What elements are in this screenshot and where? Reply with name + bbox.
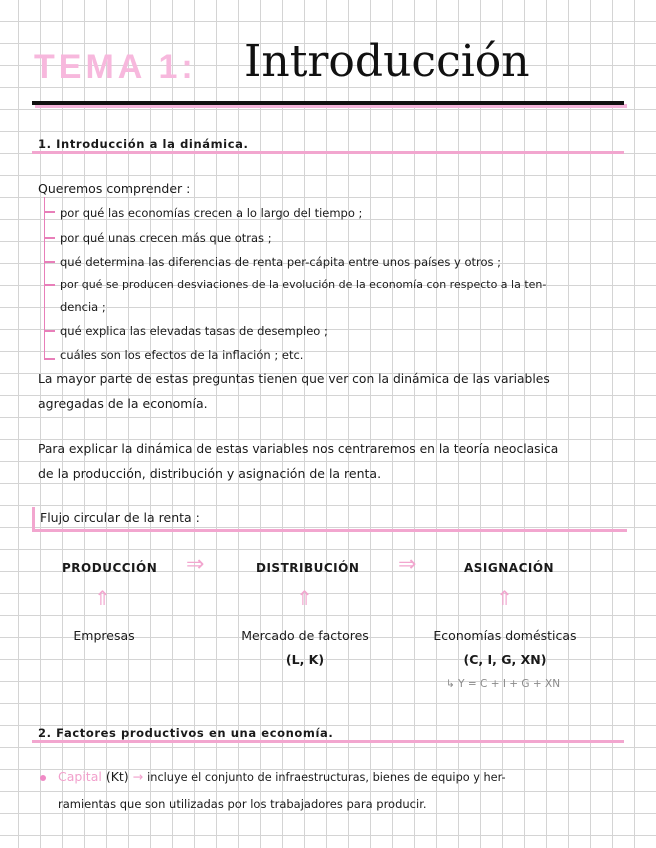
section-2-rule — [32, 740, 624, 743]
flow-title: Flujo circular de la renta : — [40, 510, 200, 525]
flow-sub-economias: Economías domésticas — [433, 628, 577, 643]
paragraph-2-line-1: Para explicar la dinámica de estas variables nos centraremos en la teoría neoclasica — [38, 442, 559, 456]
bullet-text-1: incluye el conjunto de infraestructuras, bienes de equipo y her- — [147, 771, 506, 784]
list-bracket — [44, 197, 55, 360]
arrow-up-icon: ⇑ — [296, 586, 313, 610]
list-item: dencia ; — [60, 300, 106, 314]
arrow-up-icon: ⇑ — [94, 586, 111, 610]
section-1-rule — [32, 151, 624, 154]
title-underline — [32, 101, 624, 105]
bullet-dot-icon — [40, 775, 46, 781]
bullet-symbol: (Kt) — [105, 769, 129, 784]
intro-text: Queremos comprender : — [38, 181, 191, 196]
flow-sub-mercado-vars: (L, K) — [285, 652, 325, 667]
arrow-right-icon: ⇒ — [398, 552, 417, 577]
flow-node-distribucion: DISTRIBUCIÓN — [256, 561, 360, 575]
flow-sub-economias-vars: (C, I, G, XN) — [463, 652, 547, 667]
bullet-line-1 — [58, 769, 506, 784]
flow-node-produccion: PRODUCCIÓN — [62, 561, 158, 575]
page-title: Introducción — [244, 36, 530, 87]
bullet-term: Capital — [58, 769, 102, 784]
arrow-right-icon: ⇒ — [186, 552, 205, 577]
list-item: qué determina las diferencias de renta per-cápita entre unos países y otros ; — [60, 255, 502, 269]
flow-sub-mercado: Mercado de factores — [241, 628, 369, 643]
list-item: por qué unas crecen más que otras ; — [60, 231, 272, 245]
paragraph-2-line-2: de la producción, distribución y asignación de la renta. — [38, 466, 382, 481]
formula: ↳ Y = C + I + G + XN — [446, 678, 561, 690]
list-item: qué explica las elevadas tasas de desempleo ; — [60, 324, 328, 338]
list-item: cuáles son los efectos de la inflación ; etc. — [60, 348, 304, 362]
arrow-right-icon: → — [132, 769, 144, 784]
tema-label: TEMA 1: — [34, 48, 197, 86]
flow-node-asignacion: ASIGNACIÓN — [464, 561, 555, 575]
paragraph-1-line-2: agregadas de la economía. — [38, 396, 208, 411]
arrow-up-icon: ⇑ — [496, 586, 513, 610]
list-item: por qué las economías crecen a lo largo del tiempo ; — [60, 206, 363, 220]
section-2-title: 2. Factores productivos en una economía. — [38, 726, 334, 740]
section-1-title: 1. Introducción a la dinámica. — [38, 137, 249, 151]
bullet-line-2: ramientas que son utilizadas por los trabajadores para producir. — [58, 797, 427, 811]
flow-sub-empresas: Empresas — [73, 628, 135, 643]
list-item: por qué se producen desviaciones de la evolución de la economía con respecto a la ten- — [60, 278, 547, 291]
paragraph-1-line-1: La mayor parte de estas preguntas tienen que ver con la dinámica de las variables — [38, 372, 550, 386]
